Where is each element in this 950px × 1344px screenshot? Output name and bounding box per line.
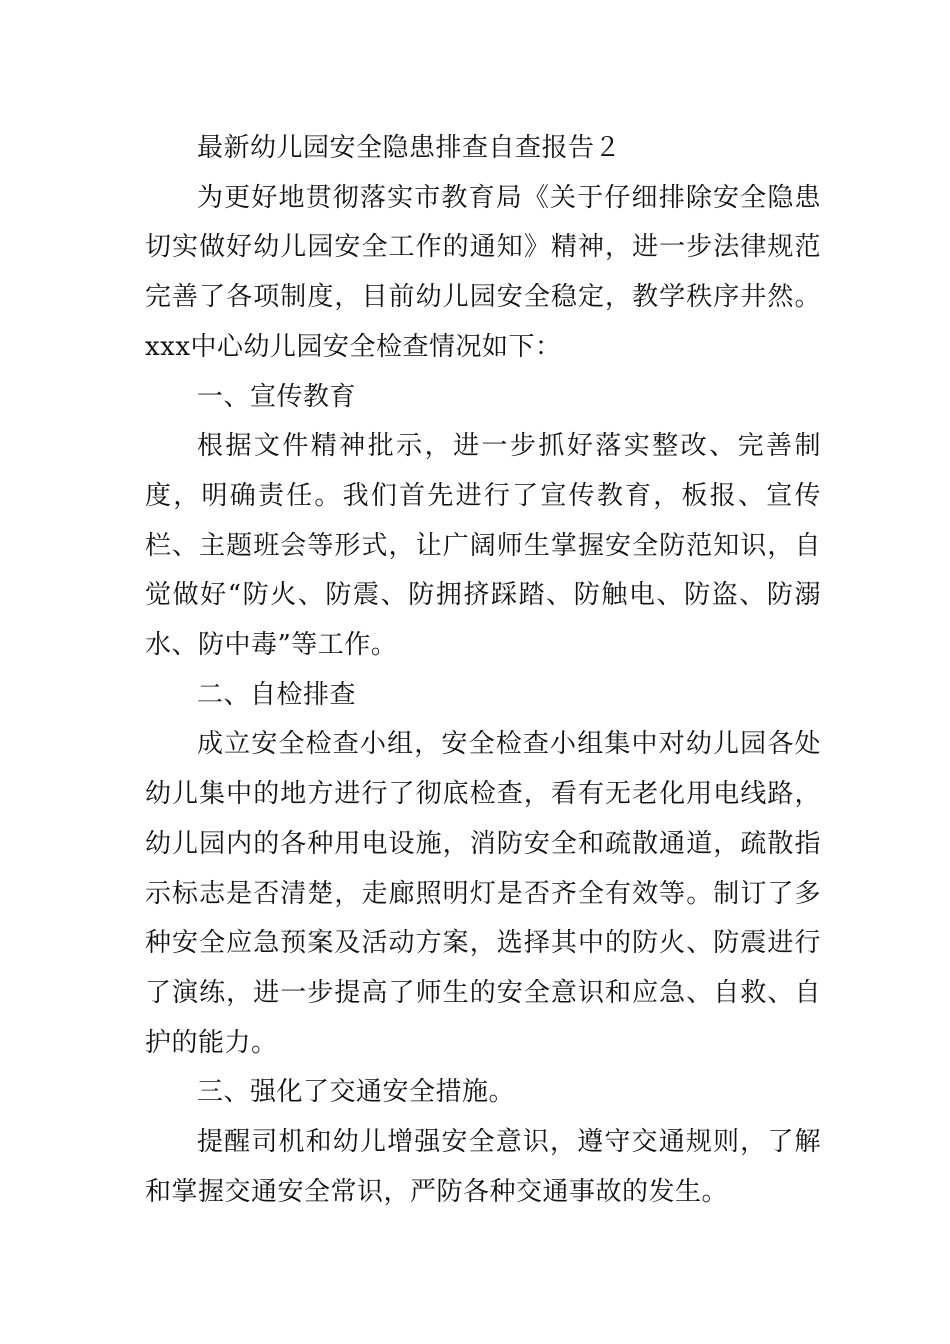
document-title: 最新幼儿园安全隐患排查自查报告２ xyxy=(197,133,622,163)
document-body xyxy=(145,124,821,1217)
paragraph-publicity: 根据文件精神批示，进一步抓好落实整改、完善制度，明确责任。我们首先进行了宣传教育，板报、宣传栏、主题班会等形式，让广阔师生掌握安全防范知识，自觉做好“防火、防震、防拥挤踩踏、防触电、防盗、防溺水、防中毒”等工作。 xyxy=(145,431,821,661)
paragraph-self-inspection: 成立安全检查小组，安全检查小组集中对幼儿园各处幼儿集中的地方进行了彻底检查，看有无老化用电线路，幼儿园内的各种用电设施，消防安全和疏散通道，疏散指示标志是否清楚，走廊照明灯是否齐全有效等。制订了多种安全应急预案及活动方案，选择其中的防火、防震进行了演练，进一步提高了师生的安全意识和应急、自救、自护的能力。 xyxy=(145,729,821,1058)
paragraph-intro: 为更好地贯彻落实市教育局《关于仔细排除安全隐患切实做好幼儿园安全工作的通知》精神，进一步法律规范完善了各项制度，目前幼儿园安全稳定，教学秩序井然。xxx中心幼儿园安全检查情况如下： xyxy=(145,182,821,362)
section-heading-publicity: 一、宣传教育 xyxy=(197,381,357,412)
section-heading-self-inspection: 二、自检排查 xyxy=(197,679,357,710)
paragraph-traffic-safety: 提醒司机和幼儿增强安全意识，遵守交通规则，了解和掌握交通安全常识，严防各种交通事故的发生。 xyxy=(145,1127,821,1207)
section-heading-traffic-safety: 三、强化了交通安全措施。 xyxy=(197,1077,516,1108)
